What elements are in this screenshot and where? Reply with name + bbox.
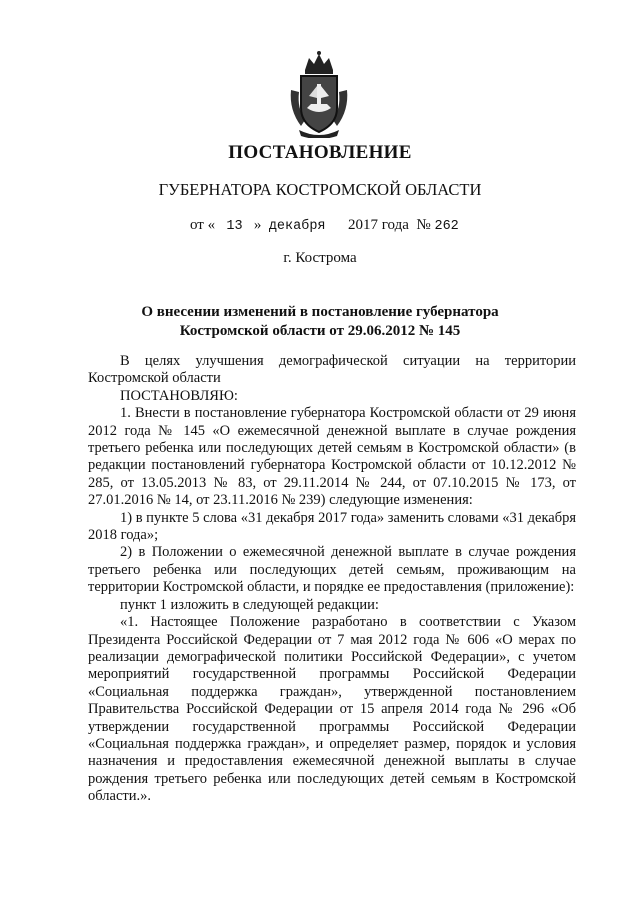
date-month: декабря [268, 219, 326, 234]
document-title: ПОСТАНОВЛЕНИЕ [228, 142, 412, 163]
date-year: 2017 года [348, 217, 409, 233]
paragraph: 2) в Положении о ежемесячной денежной выплате в случае рождения третьего ребенка или последующих детей семьям, проживающим на территории Костромской области, и порядке ее предоставления (приложение): [88, 544, 576, 596]
paragraph: 1. Внести в постановление губернатора Костромской области от 29 июня 2012 года № 145 «О ежемесячной денежной выплате в случае рождения третьего ребенка или последующих детей семьям в Костромской области» (в редакции постановлений губернатора Костромской области от 10.12.2012 № 285, от 13.05.2013 № 83, от 29.11.2014 № 244, от 07.10.2015 № 173, от 27.01.2016 № 14, от 23.11.2016 № 239) следующие изменения: [88, 405, 576, 509]
date-prefix: от « [190, 217, 216, 233]
paragraph: пункт 1 изложить в следующей редакции: [120, 596, 379, 613]
number-sign: № [416, 217, 431, 233]
city: г. Кострома [283, 250, 357, 266]
document-number: 262 [434, 219, 459, 234]
date-line [190, 217, 459, 234]
document-body [88, 353, 576, 806]
date-day: 13 [226, 219, 243, 234]
paragraph: 1) в пункте 5 слова «31 декабря 2017 года» заменить словами «31 декабря 2018 года»; [88, 509, 576, 544]
date-mid: » [253, 217, 262, 233]
coat-of-arms-icon [287, 50, 351, 138]
heading-line-1: О внесении изменений в постановление губернатора [141, 304, 499, 320]
paragraph: ПОСТАНОВЛЯЮ: [120, 387, 238, 404]
heading-line-2: Костромской области от 29.06.2012 № 145 [179, 323, 461, 339]
document-heading [0, 303, 640, 341]
paragraph: «1. Настоящее Положение разработано в соответствии с Указом Президента Российской Федерации от 7 мая 2012 года № 606 «О мерах по реализации демографической политики Российской Федерации», с учетом мероприятий государственной программы Российской Федерации «Социальная поддержка граждан», утвержденной постановлением Правительства Российской Федерации от 15 апреля 2014 года № 296 «Об утверждении государственной программы Российской Федерации «Социальная поддержка граждан», и определяет размер, порядок и условия назначения и предоставления ежемесячной денежной выплаты в случае рождения третьего ребенка или последующих детей семьям в Костромской области.». [88, 614, 576, 805]
paragraph: В целях улучшения демографической ситуации на территории Костромской области [88, 353, 576, 387]
document-subtitle: ГУБЕРНАТОРА КОСТРОМСКОЙ ОБЛАСТИ [158, 180, 482, 199]
